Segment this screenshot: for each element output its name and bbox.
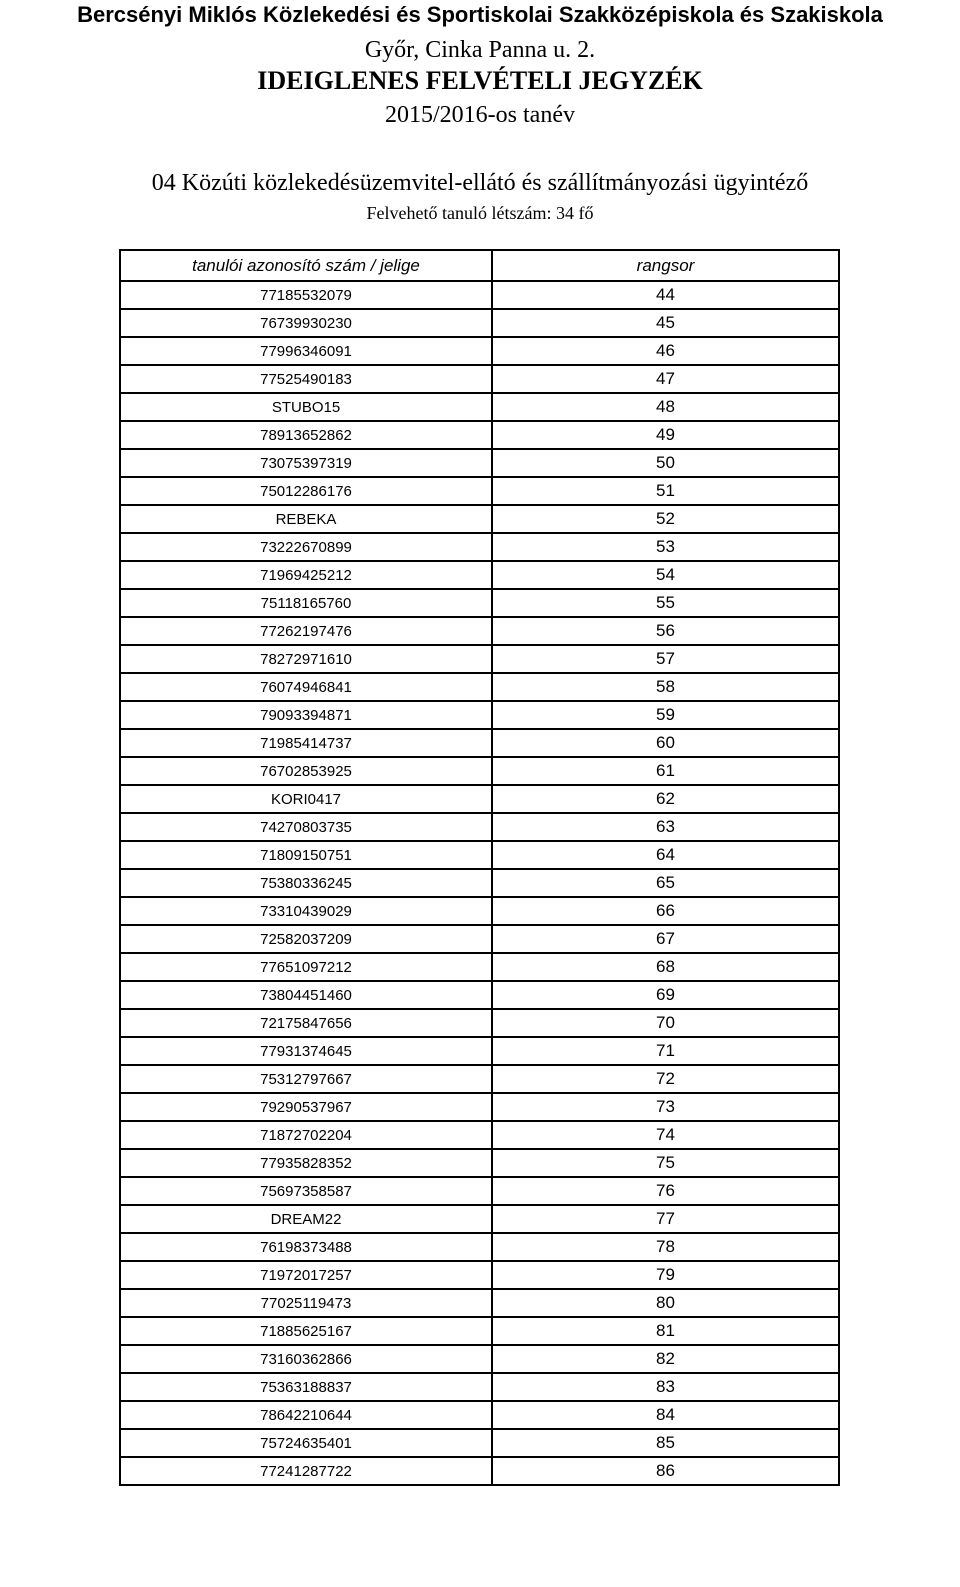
rank-cell: 52 <box>492 505 839 533</box>
table-row <box>120 1289 839 1317</box>
rank-cell: 81 <box>492 1317 839 1345</box>
rank-cell: 66 <box>492 897 839 925</box>
table-row <box>120 785 839 813</box>
table-row <box>120 1121 839 1149</box>
table-row <box>120 841 839 869</box>
rank-cell: 79 <box>492 1261 839 1289</box>
table-header-row <box>120 250 839 281</box>
rank-cell: 64 <box>492 841 839 869</box>
student-id-cell: DREAM22 <box>120 1205 492 1233</box>
table-row <box>120 365 839 393</box>
rank-cell: 78 <box>492 1233 839 1261</box>
table-row <box>120 1037 839 1065</box>
student-id-cell: 77935828352 <box>120 1149 492 1177</box>
table-row <box>120 1373 839 1401</box>
student-id-cell: 71872702204 <box>120 1121 492 1149</box>
table-row <box>120 1009 839 1037</box>
table-row <box>120 813 839 841</box>
table-row <box>120 421 839 449</box>
table-row <box>120 533 839 561</box>
student-id-cell: 76074946841 <box>120 673 492 701</box>
student-id-cell: 77241287722 <box>120 1457 492 1485</box>
student-id-cell: 78642210644 <box>120 1401 492 1429</box>
table-row <box>120 561 839 589</box>
school-address: Győr, Cinka Panna u. 2. <box>364 37 596 63</box>
table-row <box>120 729 839 757</box>
rank-cell: 47 <box>492 365 839 393</box>
rank-cell: 54 <box>492 561 839 589</box>
table-row <box>120 309 839 337</box>
student-id-cell: 72582037209 <box>120 925 492 953</box>
rank-cell: 53 <box>492 533 839 561</box>
student-id-cell: 76702853925 <box>120 757 492 785</box>
student-id-cell: 79290537967 <box>120 1093 492 1121</box>
table-row <box>120 477 839 505</box>
student-id-cell: 77025119473 <box>120 1289 492 1317</box>
rank-cell: 74 <box>492 1121 839 1149</box>
student-id-cell: 71972017257 <box>120 1261 492 1289</box>
table-row <box>120 505 839 533</box>
rank-cell: 68 <box>492 953 839 981</box>
rank-cell: 85 <box>492 1429 839 1457</box>
table-row <box>120 1149 839 1177</box>
column-header-rank: rangsor <box>492 250 839 281</box>
student-id-cell: 71969425212 <box>120 561 492 589</box>
rank-cell: 76 <box>492 1177 839 1205</box>
student-id-cell: 73804451460 <box>120 981 492 1009</box>
table-row <box>120 1205 839 1233</box>
table-row <box>120 1233 839 1261</box>
student-id-cell: KORI0417 <box>120 785 492 813</box>
table-row <box>120 1401 839 1429</box>
rank-cell: 67 <box>492 925 839 953</box>
rank-cell: 72 <box>492 1065 839 1093</box>
rank-cell: 86 <box>492 1457 839 1485</box>
table-row <box>120 617 839 645</box>
student-id-cell: 75363188837 <box>120 1373 492 1401</box>
rank-cell: 63 <box>492 813 839 841</box>
student-id-cell: 72175847656 <box>120 1009 492 1037</box>
table-row <box>120 897 839 925</box>
table-body <box>120 281 839 1485</box>
student-id-cell: 77262197476 <box>120 617 492 645</box>
rank-cell: 75 <box>492 1149 839 1177</box>
table-row <box>120 281 839 309</box>
rank-cell: 80 <box>492 1289 839 1317</box>
student-id-cell: 75380336245 <box>120 869 492 897</box>
table-row <box>120 1345 839 1373</box>
rank-cell: 58 <box>492 673 839 701</box>
student-id-cell: 75697358587 <box>120 1177 492 1205</box>
table-row <box>120 393 839 421</box>
student-id-cell: 76739930230 <box>120 309 492 337</box>
table-row <box>120 1177 839 1205</box>
student-id-cell: 75012286176 <box>120 477 492 505</box>
student-id-cell: 77651097212 <box>120 953 492 981</box>
student-id-cell: 73222670899 <box>120 533 492 561</box>
admission-table <box>119 249 840 1486</box>
student-id-cell: 73160362866 <box>120 1345 492 1373</box>
rank-cell: 56 <box>492 617 839 645</box>
student-id-cell: 76198373488 <box>120 1233 492 1261</box>
student-id-cell: 74270803735 <box>120 813 492 841</box>
rank-cell: 45 <box>492 309 839 337</box>
rank-cell: 69 <box>492 981 839 1009</box>
rank-cell: 57 <box>492 645 839 673</box>
student-id-cell: 78272971610 <box>120 645 492 673</box>
program-name: 04 Közúti közlekedésüzemvitel-ellátó és szállítmányozási ügyintéző <box>151 170 809 196</box>
table-row <box>120 1065 839 1093</box>
table-row <box>120 449 839 477</box>
table-row <box>120 869 839 897</box>
student-id-cell: 75312797667 <box>120 1065 492 1093</box>
rank-cell: 83 <box>492 1373 839 1401</box>
student-id-cell: 75118165760 <box>120 589 492 617</box>
student-id-cell: 71809150751 <box>120 841 492 869</box>
rank-cell: 51 <box>492 477 839 505</box>
student-id-cell: 71885625167 <box>120 1317 492 1345</box>
school-name: Bercsényi Miklós Közlekedési és Sportiskolai Szakközépiskola és Szakiskola <box>77 2 883 27</box>
capacity-note: Felvehető tanuló létszám: 34 fő <box>366 203 594 223</box>
rank-cell: 60 <box>492 729 839 757</box>
rank-cell: 55 <box>492 589 839 617</box>
table-row <box>120 1457 839 1485</box>
document-title: IDEIGLENES FELVÉTELI JEGYZÉK <box>257 66 703 95</box>
school-year: 2015/2016-os tanév <box>385 102 575 128</box>
table-row <box>120 1261 839 1289</box>
student-id-cell: 77931374645 <box>120 1037 492 1065</box>
rank-cell: 44 <box>492 281 839 309</box>
table-row <box>120 701 839 729</box>
table-row <box>120 925 839 953</box>
rank-cell: 82 <box>492 1345 839 1373</box>
rank-cell: 62 <box>492 785 839 813</box>
table-row <box>120 953 839 981</box>
rank-cell: 46 <box>492 337 839 365</box>
table-row <box>120 645 839 673</box>
student-id-cell: 79093394871 <box>120 701 492 729</box>
student-id-cell: 77185532079 <box>120 281 492 309</box>
table-row <box>120 1317 839 1345</box>
student-id-cell: STUBO15 <box>120 393 492 421</box>
rank-cell: 59 <box>492 701 839 729</box>
rank-cell: 61 <box>492 757 839 785</box>
table-row <box>120 1093 839 1121</box>
student-id-cell: 77996346091 <box>120 337 492 365</box>
table-row <box>120 981 839 1009</box>
rank-cell: 50 <box>492 449 839 477</box>
table-row <box>120 589 839 617</box>
rank-cell: 49 <box>492 421 839 449</box>
student-id-cell: 73310439029 <box>120 897 492 925</box>
rank-cell: 65 <box>492 869 839 897</box>
rank-cell: 70 <box>492 1009 839 1037</box>
table-row <box>120 673 839 701</box>
rank-cell: 48 <box>492 393 839 421</box>
column-header-id: tanulói azonosító szám / jelige <box>120 250 492 281</box>
table-row <box>120 1429 839 1457</box>
student-id-cell: REBEKA <box>120 505 492 533</box>
rank-cell: 71 <box>492 1037 839 1065</box>
rank-cell: 84 <box>492 1401 839 1429</box>
table-row <box>120 757 839 785</box>
rank-cell: 73 <box>492 1093 839 1121</box>
student-id-cell: 73075397319 <box>120 449 492 477</box>
student-id-cell: 78913652862 <box>120 421 492 449</box>
student-id-cell: 77525490183 <box>120 365 492 393</box>
rank-cell: 77 <box>492 1205 839 1233</box>
table-row <box>120 337 839 365</box>
student-id-cell: 75724635401 <box>120 1429 492 1457</box>
student-id-cell: 71985414737 <box>120 729 492 757</box>
